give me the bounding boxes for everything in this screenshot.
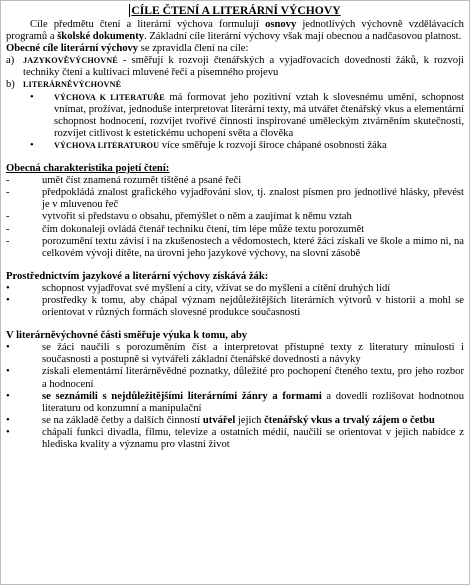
- general-goals-heading: Obecné cíle literární výchovy se zpravidla člení na cíle:: [6, 43, 249, 55]
- page-title: CÍLE ČTENÍ A LITERÁRNÍ VÝCHOVY: [131, 4, 341, 17]
- goal-b-sub-1: • VÝCHOVA K LITERATUŘE má formovat jeho pozitivní vztah k slovesnému umění, schopnost vnímat, prožívat, jednoduše interpretovat literární texty, má utvářet čtenářský vkus a elementární schopnost hodnocení, rozvíjet tvořivé činnosti inspirované uměleckým ztvárněním skutečnosti, rozvíjet citlivost k estetickému uchopení světa a člověka: [30, 91, 464, 139]
- list-item: - umět číst znamená rozumět tištěné a psané řeči: [6, 175, 242, 187]
- lit-part-heading: V literárněvýchovné části směřuje výuka k tomu, aby: [6, 330, 248, 342]
- list-item: • schopnost vyjadřovat své myšlení a city, vžívat se do myšlení a cítění druhých lidí: [6, 282, 391, 294]
- goal-b: b) LITERÁRNĚVÝCHOVNÉ: [6, 79, 122, 91]
- list-item: • se žáci naučili s porozuměním číst a interpretovat přístupné texty z literatury minulosti i současnosti a postupně si vytvářeli základní čtenářské dovednosti a návyky: [6, 342, 464, 366]
- document-page: [1, 1, 469, 451]
- list-item: • se na základě četby a dalších činností utvářel jejich čtenářský vkus a trvalý zájem o četbu: [6, 414, 435, 426]
- list-item: • získali elementární literárněvědné poznatky, důležité pro pochopení čteného textu, pro jeho rozbor a hodnocení: [6, 366, 464, 390]
- list-item: - vytvořit si představu o obsahu, přemýšlet o něm a zaujímat k němu vztah: [6, 211, 352, 223]
- goal-b-sub-2: • VÝCHOVA LITERATUROU více směřuje k rozvoji široce chápané osobnosti žáka: [30, 139, 387, 151]
- list-item: - porozumění textu závisí i na zkušenostech a vědomostech, které žáci získali ve škole a mimo ni, na celkovém vývoji dítěte, na úrovni jeho jazykové výchovy, na slovní zásobě: [6, 235, 464, 259]
- list-item: • chápali funkci divadla, filmu, televize a ostatních médií, naučili se orientovat v jejich nabídce z hlediska kvality a významu pro vlastní život: [6, 426, 464, 450]
- skills-heading: Prostřednictvím jazykové a literární výchovy získává žák:: [6, 270, 269, 282]
- list-item: - čím dokonaleji ovládá čtenář techniku čtení, tím lépe může textu porozumět: [6, 223, 365, 235]
- list-item: • prostředky k tomu, aby chápal význam nejdůležitějších literárních výtvorů v historii a mohl se orientovat v různých formách slovesné produkce současnosti: [6, 294, 464, 319]
- list-item: • se seznámili s nejdůležitějšími literárními žánry a formami a dovedli rozlišovat hodnotnou literaturu od konzumní a manipulační: [6, 390, 464, 414]
- intro-paragraph: Cíle předmětu čtení a literární výchova formulují osnovy jednotlivých výchovně vzdělávacích programů a školské dokumenty. Základní cíle literární výchovy však mají obecnou a nadčasovou platnost.: [6, 19, 464, 43]
- reading-concept-heading: Obecná charakteristika pojetí čtení:: [6, 163, 170, 175]
- goal-a: a) JAZYKOVĚVÝCHOVNÉ - směřují k rozvoji čtenářských a vyjadřovacích dovedností žáků, k rozvoji techniky čtení a kultivaci mluvené řeči a písemného projevu: [6, 55, 464, 79]
- list-item: - předpokládá znalost grafického vyjadřování slov, tj. znalost písmen pro jednotlivé hlásky, převést je v mluvenou řeč: [6, 187, 464, 211]
